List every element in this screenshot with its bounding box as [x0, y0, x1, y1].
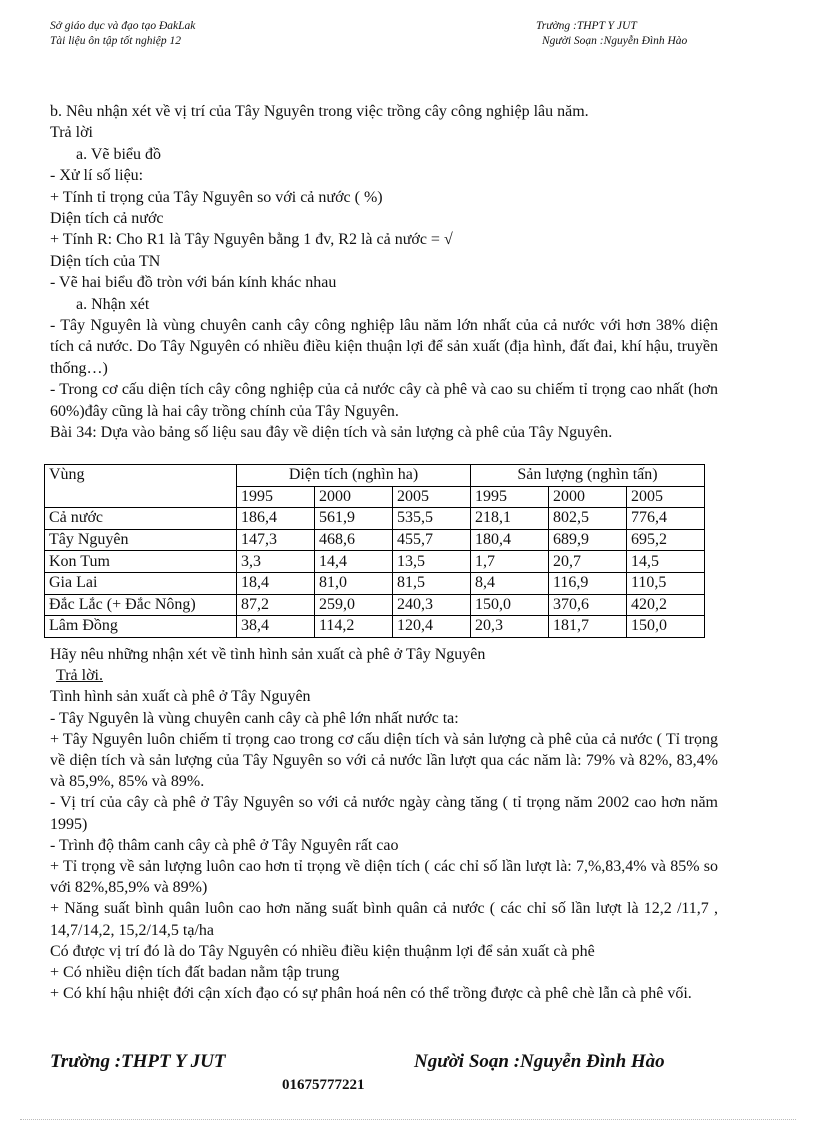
footer-phone: 01675777221 — [282, 1077, 365, 1093]
region-cell: Lâm Đồng — [45, 616, 237, 638]
value-cell: 38,4 — [237, 616, 315, 638]
header-output-group: Sản lượng (nghìn tấn) — [471, 465, 705, 487]
answer-label: Trả lời — [50, 124, 93, 142]
header-right — [536, 19, 687, 49]
coffee-data-table — [44, 464, 705, 638]
region-cell: Cả nước — [45, 508, 237, 530]
remark-paragraph-2: - Trong cơ cấu diện tích cây công nghiệp của cả nước cây cà phê và cao su chiếm tỉ trọng cao nhất (hơn 60%)đây cũng là hai cây trồng chính của Tây Nguyên. — [50, 381, 718, 420]
remark-paragraph-1: - Tây Nguyên là vùng chuyên canh cây công nghiệp lâu năm lớn nhất của cả nước với hơn 38% diện tích cả nước. Do Tây Nguyên có nhiều điều kiện thuận lợi để sản xuất (địa hình, đất đai, khí hậu, truyền thống…) — [50, 317, 718, 377]
formula-denominator: Diện tích cả nước — [50, 210, 164, 228]
value-cell: 181,7 — [549, 616, 627, 638]
value-cell: 1,7 — [471, 551, 549, 573]
answer-paragraph: + Tây Nguyên luôn chiếm tỉ trọng cao trong cơ cấu diện tích và sản lượng cà phê của cả nước ( Tỉ trọng về diện tích và sản lượng của Tây Nguyên so với cả nước lần lượt qua các năm là: 79% và 82%, 83,4% và 85,9%, 85% và 89%. — [50, 730, 718, 791]
answer-paragraph: - Vị trí của cây cà phê ở Tây Nguyên so với cả nước ngày càng tăng ( tỉ trọng năm 2002 cao hơn năm 1995) — [50, 794, 718, 833]
question-34: Hãy nêu những nhận xét về tình hình sản xuất cà phê ở Tây Nguyên — [50, 646, 486, 663]
region-cell: Kon Tum — [45, 551, 237, 573]
header-region: Vùng — [45, 465, 237, 508]
value-cell: 147,3 — [237, 529, 315, 551]
answer-paragraph: + Tỉ trọng về sản lượng luôn cao hơn tỉ trọng về diện tích ( các chỉ số lần lượt là: 7,%,83,4% và 85% so với 82%,85,9% và 89%) — [50, 858, 718, 897]
answer-paragraph: - Tây Nguyên là vùng chuyên canh cây cà phê lớn nhất nước ta: — [50, 709, 459, 727]
value-cell: 695,2 — [627, 529, 705, 551]
step-draw-chart: a. Vẽ biểu đồ — [76, 145, 162, 163]
value-cell: 689,9 — [549, 529, 627, 551]
value-cell: 81,0 — [315, 572, 393, 594]
answer-paragraph: Tình hình sản xuất cà phê ở Tây Nguyên — [50, 688, 311, 706]
value-cell: 120,4 — [393, 616, 471, 638]
value-cell: 81,5 — [393, 572, 471, 594]
question-b: b. Nêu nhận xét về vị trí của Tây Nguyên trong việc trồng cây công nghiệp lâu năm. — [50, 103, 589, 120]
answer-paragraph: + Có khí hậu nhiệt đới cận xích đạo có sự phân hoá nên có thể trồng được cà phê chè lẫn cà phê vối. — [50, 985, 692, 1003]
footer-author: Người Soạn :Nguyễn Đình Hào — [414, 1051, 665, 1072]
footer-school: Trường :THPT Y JUT — [50, 1051, 226, 1072]
value-cell: 3,3 — [237, 551, 315, 573]
answer-paragraph: Có được vị trí đó là do Tây Nguyên có nhiều điều kiện thuậnm lợi để sản xuất cà phê — [50, 942, 595, 960]
header-department: Sở giáo dục và đạo tạo ĐakLak — [50, 20, 196, 32]
value-cell: 802,5 — [549, 508, 627, 530]
value-cell: 186,4 — [237, 508, 315, 530]
header-doc-title: Tài liệu ôn tập tốt nghiệp 12 — [50, 35, 181, 47]
value-cell: 776,4 — [627, 508, 705, 530]
header-school: Trường :THPT Y JUT — [536, 20, 637, 32]
region-cell: Tây Nguyên — [45, 529, 237, 551]
table-row — [45, 616, 705, 638]
answer-paragraph: - Trình độ thâm canh cây cà phê ở Tây Nguyên rất cao — [50, 836, 399, 854]
value-cell: 455,7 — [393, 529, 471, 551]
step-share: + Tính tỉ trọng của Tây Nguyên so với cả nước ( %) — [50, 188, 383, 206]
value-cell: 114,2 — [315, 616, 393, 638]
answer-paragraph: + Có nhiều diện tích đất badan nằm tập trung — [50, 964, 340, 982]
value-cell: 110,5 — [627, 572, 705, 594]
value-cell: 561,9 — [315, 508, 393, 530]
year-cell: 2005 — [393, 486, 471, 508]
value-cell: 20,7 — [549, 551, 627, 573]
value-cell: 150,0 — [627, 616, 705, 638]
header-left — [50, 19, 195, 49]
year-cell: 2000 — [315, 486, 393, 508]
step-radius: + Tính R: Cho R1 là Tây Nguyên bằng 1 đv, R2 là cả nước = √ — [50, 231, 453, 249]
section-part-b — [50, 101, 718, 444]
value-cell: 370,6 — [549, 594, 627, 616]
table-header-row — [45, 465, 705, 487]
value-cell: 218,1 — [471, 508, 549, 530]
value-cell: 18,4 — [237, 572, 315, 594]
remarks-heading: a. Nhận xét — [76, 295, 150, 313]
value-cell: 259,0 — [315, 594, 393, 616]
value-cell: 116,9 — [549, 572, 627, 594]
value-cell: 8,4 — [471, 572, 549, 594]
header-area-group: Diện tích (nghìn ha) — [237, 465, 471, 487]
year-cell: 1995 — [237, 486, 315, 508]
header-author: Người Soạn :Nguyễn Đình Hào — [542, 35, 688, 47]
region-cell: Gia Lai — [45, 572, 237, 594]
year-cell: 2005 — [627, 486, 705, 508]
region-cell: Đắc Lắc (+ Đắc Nông) — [45, 594, 237, 616]
table-row — [45, 508, 705, 530]
value-cell: 420,2 — [627, 594, 705, 616]
year-cell: 1995 — [471, 486, 549, 508]
value-cell: 468,6 — [315, 529, 393, 551]
section-exercise-34-answer — [50, 644, 718, 1004]
footer-divider — [20, 1119, 796, 1120]
answer-paragraph: + Năng suất bình quân luôn cao hơn năng suất bình quân cả nước ( các chỉ số lần lượt là 12,2 /11,7 , 14,7/14,2, 15,2/14,5 tạ/ha — [50, 900, 718, 939]
table-row — [45, 529, 705, 551]
value-cell: 87,2 — [237, 594, 315, 616]
value-cell: 240,3 — [393, 594, 471, 616]
exercise-34-prompt: Bài 34: Dựa vào bảng số liệu sau đây về diện tích và sản lượng cà phê của Tây Nguyên. — [50, 424, 613, 442]
value-cell: 150,0 — [471, 594, 549, 616]
value-cell: 180,4 — [471, 529, 549, 551]
step-draw-pies: - Vẽ hai biểu đồ tròn với bán kính khác nhau — [50, 274, 337, 292]
step-process-data: - Xử lí số liệu: — [50, 167, 144, 185]
table-row — [45, 594, 705, 616]
value-cell: 535,5 — [393, 508, 471, 530]
value-cell: 20,3 — [471, 616, 549, 638]
value-cell: 13,5 — [393, 551, 471, 573]
formula-radius-denominator: Diện tích của TN — [50, 252, 161, 270]
answer-label-34: Trả lời. — [56, 667, 103, 685]
year-cell: 2000 — [549, 486, 627, 508]
table-row — [45, 551, 705, 573]
value-cell: 14,4 — [315, 551, 393, 573]
value-cell: 14,5 — [627, 551, 705, 573]
table-row — [45, 572, 705, 594]
